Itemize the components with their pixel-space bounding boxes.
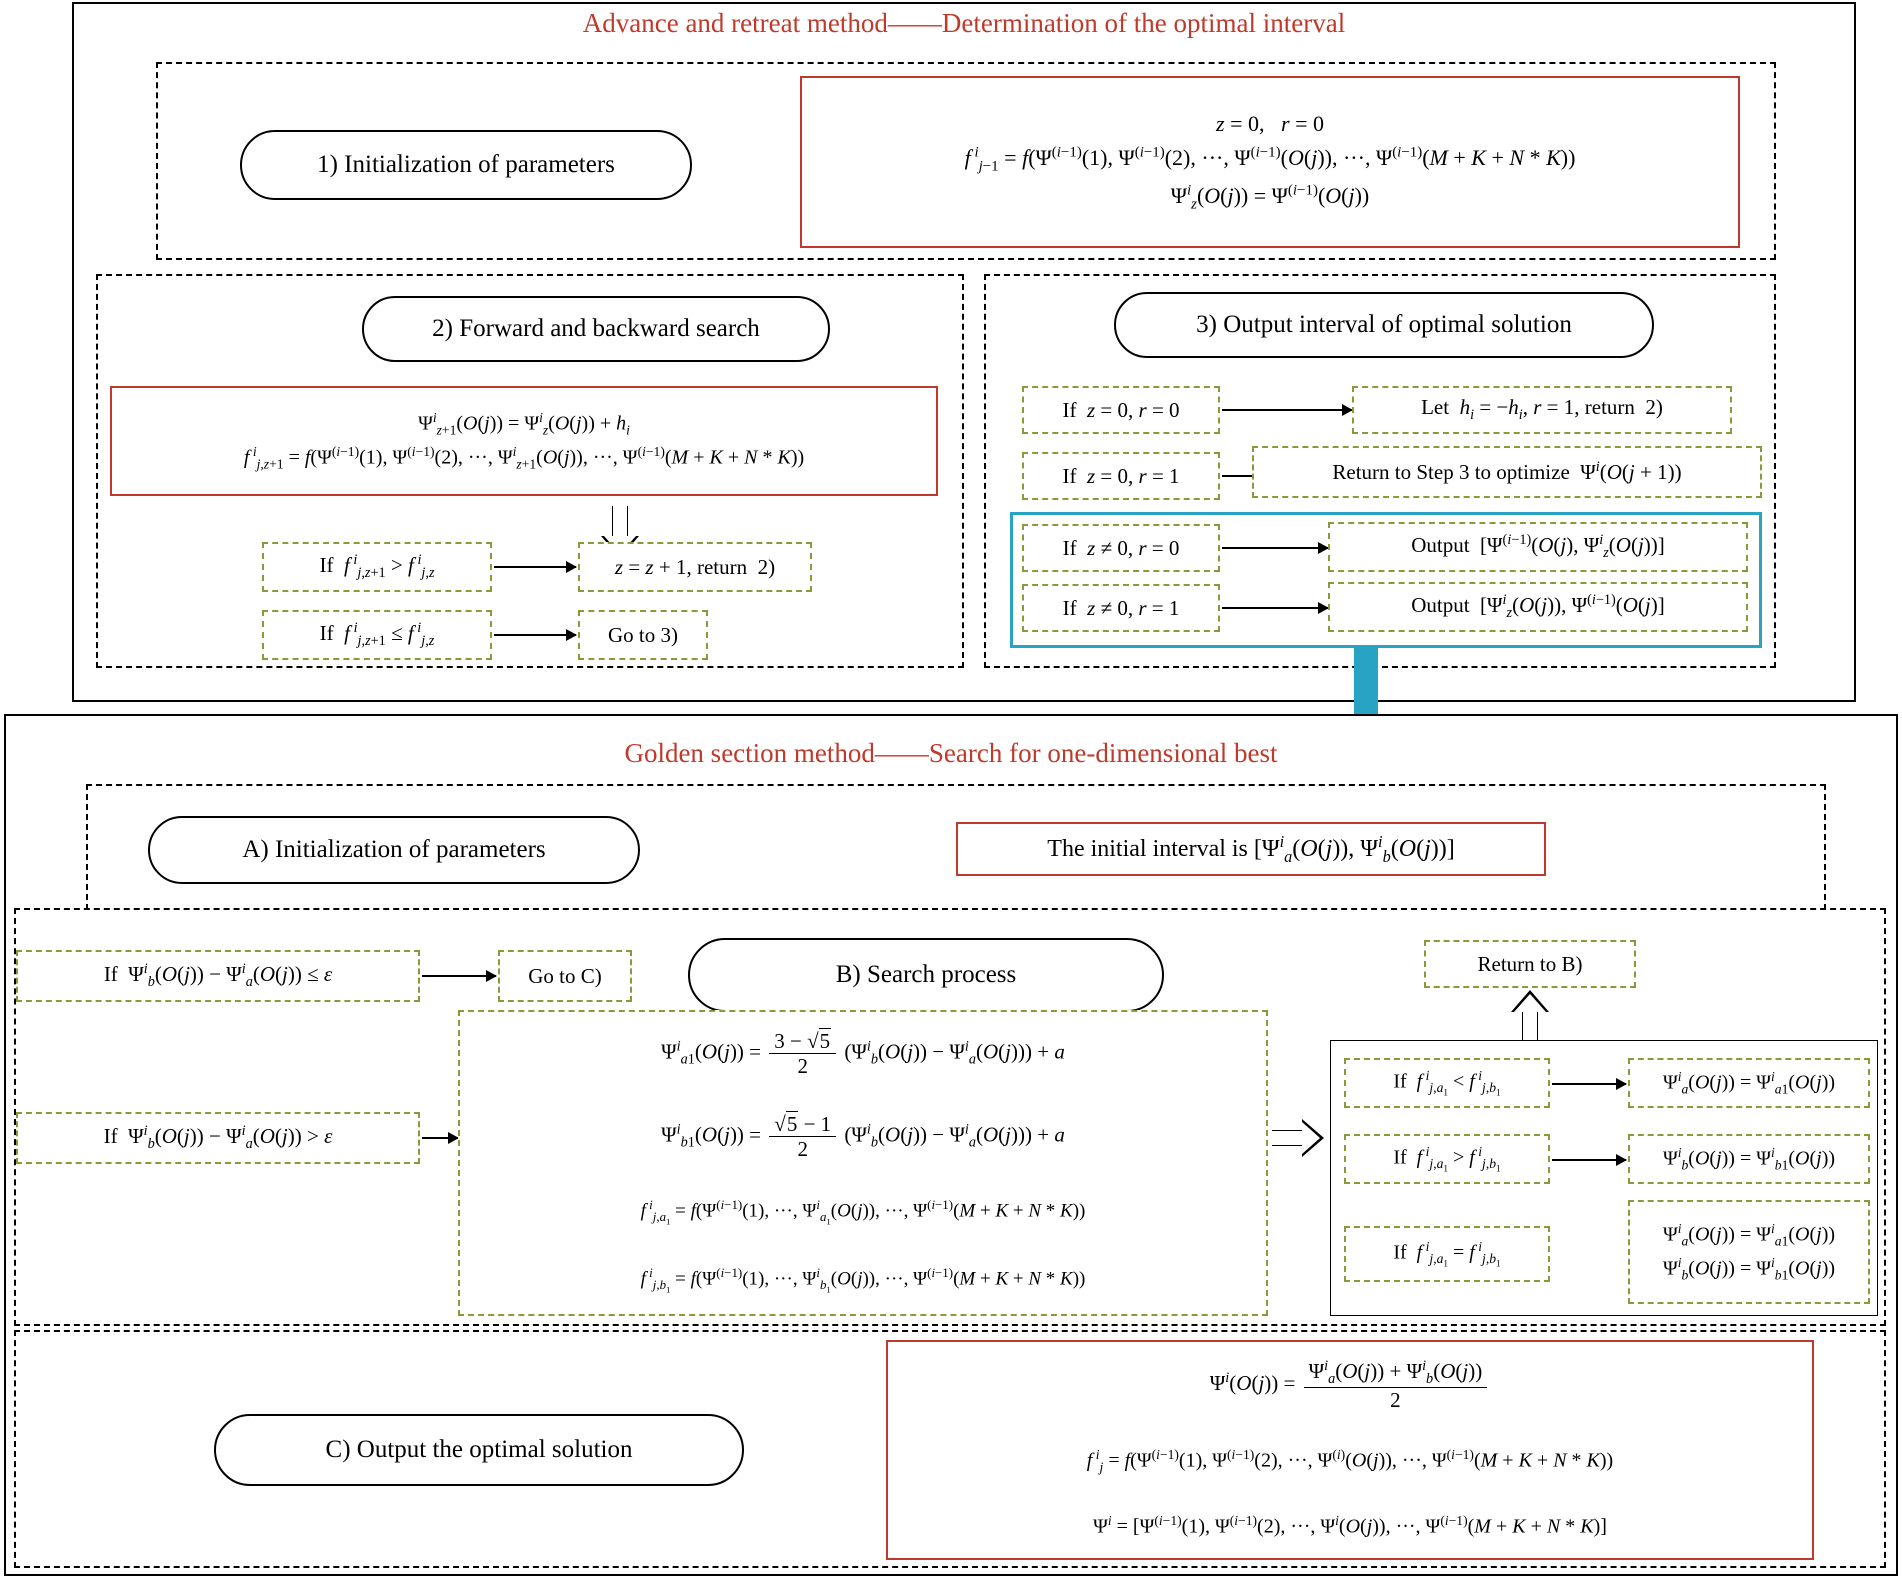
step1-math-line-2: f $^i_{j-1} = f(\Psi^{(i-1)}(1)$, $\Psi^{(i-1)}(2)$, ···, $\Psi^{(i-1)}(O(j))$, ···, $\Psi^{(i-1)}(M + K + N * K)$) [964,145,1576,175]
step3-condition-1: If z = 0, r = 0 [1062,397,1180,422]
stepB-branch-3-condition-box [1344,1226,1550,1282]
step2-arrow-2 [494,634,576,636]
stepB-goto-C: Go to C) [528,963,602,988]
stepC-math-line-1: $\Psi^i(O(j))$ = $\frac{\Psi^i_a(O(j)) + \Psi^i_b(O(j))}{2}$ [1210,1358,1490,1413]
stepB-branch-2-condition: If f $^i_{j,a_1}$ > f $^i_{j,b_1}$ [1393,1143,1501,1175]
step3-label: 3) Output interval of optimal solution [1196,311,1572,338]
stepB-condition-small-box [16,950,420,1002]
step1-label-box [240,130,692,200]
stepB-branch-1-result-box [1628,1058,1870,1108]
stepB-return-arrow-icon [1508,990,1552,1044]
stepC-label: C) Output the optimal solution [325,1436,633,1463]
step3-result-2-box [1252,446,1762,498]
step3-condition-3: If z ≠ 0, r = 0 [1062,535,1180,560]
step3-result-3: Output [$\Psi^{(i-1)}(O(j)$, $\Psi^i_z(O(j))$] [1411,531,1665,562]
stepB-arrow-small [422,975,496,977]
stepA-interval-box [956,822,1546,876]
stepB-condition-small: If $\Psi^i_b(O(j)) - \Psi^i_a(O(j)) \le \varepsilon$ [103,960,333,991]
step3-arrow-4 [1222,607,1328,609]
step2-result-2: Go to 3) [608,622,678,647]
stepB-branch-1-arrow [1552,1083,1626,1085]
step3-result-4: Output [$\Psi^i_z(O(j))$, $\Psi^{(i-1)}(O(j)]$ [1411,591,1665,622]
stepC-math-box [886,1340,1814,1560]
stepB-formula-1: $\Psi^i_{a1}(O(j))$ = $\frac{3 - √5}{2}$ $(\Psi^i_b(O(j)) - \Psi^i_a(O(j))) + a$ [661,1028,1065,1078]
step2-result-2-box [578,610,708,660]
step2-math-line-1: $\Psi^i_{z+1}(O(j)) = \Psi^i_z(O(j)) + h_i$ [418,410,630,438]
stepB-branch-1-condition: If f $^i_{j,a_1}$ < f $^i_{j,b_1}$ [1393,1067,1501,1099]
step2-condition-2: If f $^i_{j,z+1}$ ≤ f $^i_{j,z}$ [319,619,435,650]
step2-condition-1: If f $^i_{j,z+1}$ > f $^i_{j,z}$ [319,551,435,582]
step3-condition-1-box [1022,386,1220,434]
step3-label-box [1114,292,1654,358]
step3-result-1-box [1352,386,1732,434]
stepB-formula-2: $\Psi^i_{b1}(O(j))$ = $\frac{√5 - 1}{2}$ $(\Psi^i_b(O(j)) - \Psi^i_a(O(j))) + a$ [661,1111,1065,1161]
stepB-condition-large: If $\Psi^i_b(O(j)) - \Psi^i_a(O(j)) > \varepsilon$ [103,1122,333,1153]
stepA-interval-text: The initial interval is [$\Psi^i_a(O(j))$, $\Psi^i_b(O(j))$] [1047,831,1455,866]
stepB-branch-1-result: $\Psi^i_a(O(j)) = \Psi^i_{a1}(O(j))$ [1662,1068,1836,1097]
step2-condition-1-box [262,542,492,592]
stepB-branch-2-result: $\Psi^i_b(O(j)) = \Psi^i_{b1}(O(j))$ [1662,1144,1836,1173]
stepB-formula-box [458,1010,1268,1316]
step2-label: 2) Forward and backward search [432,315,760,342]
step3-result-3-box [1328,522,1748,572]
step3-condition-3-box [1022,524,1220,572]
step3-arrow-1 [1222,409,1352,411]
step3-condition-2-box [1022,452,1220,500]
step3-arrow-3 [1222,547,1328,549]
stepB-branch-1-condition-box [1344,1058,1550,1108]
stepB-goto-C-box [498,950,632,1002]
stepB-formula-4: f $^i_{j,b_1} = f(\Psi^{(i-1)}(1)$, ···, $\Psi^i_{b_1}(O(j))$, ···, $\Psi^{(i-1)}(M + K + N * K)$) [640,1264,1086,1295]
stepB-branch-3-result-box [1628,1200,1870,1304]
step2-math-box [110,386,938,496]
stepB-branch-3-result-line-2: $\Psi^i_b(O(j)) = \Psi^i_{b1}(O(j))$ [1662,1255,1836,1283]
top-section-title: Advance and retreat method——Determination of the optimal interval [582,8,1346,38]
stepA-label: A) Initialization of parameters [242,836,546,863]
stepB-return-label: Return to B) [1477,951,1583,976]
stepB-return-box [1424,940,1636,988]
step3-condition-2: If z = 0, r = 1 [1062,463,1180,488]
step2-result-1-box [578,542,812,592]
step2-condition-2-box [262,610,492,660]
step1-math-line-3: $\Psi^i_z(O(j)) = \Psi^{(i-1)}(O(j))$ [1170,182,1370,213]
step2-label-box [362,296,830,362]
stepB-branch-2-result-box [1628,1134,1870,1184]
step2-math-line-2: f $^i_{j,z+1} = f(\Psi^{(i-1)}(1)$, $\Psi^{(i-1)}(2)$, ···, $\Psi^i_{z+1}(O(j))$, ···, $\Psi^{(i-1)}(M + K + N * K)$) [243,444,805,472]
stepB-branch-2-arrow [1552,1159,1626,1161]
stepB-formula-3: f $^i_{j,a_1} = f(\Psi^{(i-1)}(1)$, ···, $\Psi^i_{a_1}(O(j))$, ···, $\Psi^{(i-1)}(M + K + N * K)$) [640,1196,1086,1227]
stepB-label: B) Search process [835,961,1017,988]
stepB-arrow-large [422,1137,458,1139]
stepC-math-line-3: $\Psi^i = [\Psi^{(i-1)}(1)$, $\Psi^{(i-1)}(2)$, ···, $\Psi^i(O(j))$, ···, $\Psi^{(i-1)}(M + K + N * K)$] [1093,1512,1607,1538]
step3-result-1: Let $h_i = -h_i$, r = 1, return 2) [1421,395,1663,424]
step2-arrow-1 [494,566,576,568]
step3-result-4-box [1328,582,1748,632]
stepA-label-box [148,816,640,884]
step3-condition-4-box [1022,584,1220,632]
step2-result-1: z = z + 1, return 2) [614,554,776,579]
step3-condition-4: If z ≠ 0, r = 1 [1062,595,1180,620]
stepB-flow-arrow-icon [1272,1118,1326,1158]
stepB-branch-2-condition-box [1344,1134,1550,1184]
stepB-branch-3-result-line-1: $\Psi^i_a(O(j)) = \Psi^i_{a1}(O(j))$ [1662,1221,1836,1249]
stepB-branch-3-condition: If f $^i_{j,a_1}$ = f $^i_{j,b_1}$ [1393,1238,1501,1270]
stepC-math-line-2: f $^i_j = f(\Psi^{(i-1)}(1)$, $\Psi^{(i-1)}(2)$, ···, $\Psi^{(i)}(O(j))$, ···, $\Psi^{(i-1)}(M + K + N * K)$) [1086,1447,1614,1475]
stepB-condition-large-box [16,1112,420,1164]
step1-label: 1) Initialization of parameters [317,151,615,178]
bottom-section-title: Golden section method——Search for one-dimensional best [624,738,1278,768]
stepB-label-box [688,938,1164,1012]
step3-result-2: Return to Step 3 to optimize $\Psi^i(O(j + 1))$ [1332,459,1682,484]
stepC-label-box [214,1414,744,1486]
step1-math-box [800,76,1740,248]
step1-math-line-1: z = 0, r = 0 [1216,111,1324,137]
